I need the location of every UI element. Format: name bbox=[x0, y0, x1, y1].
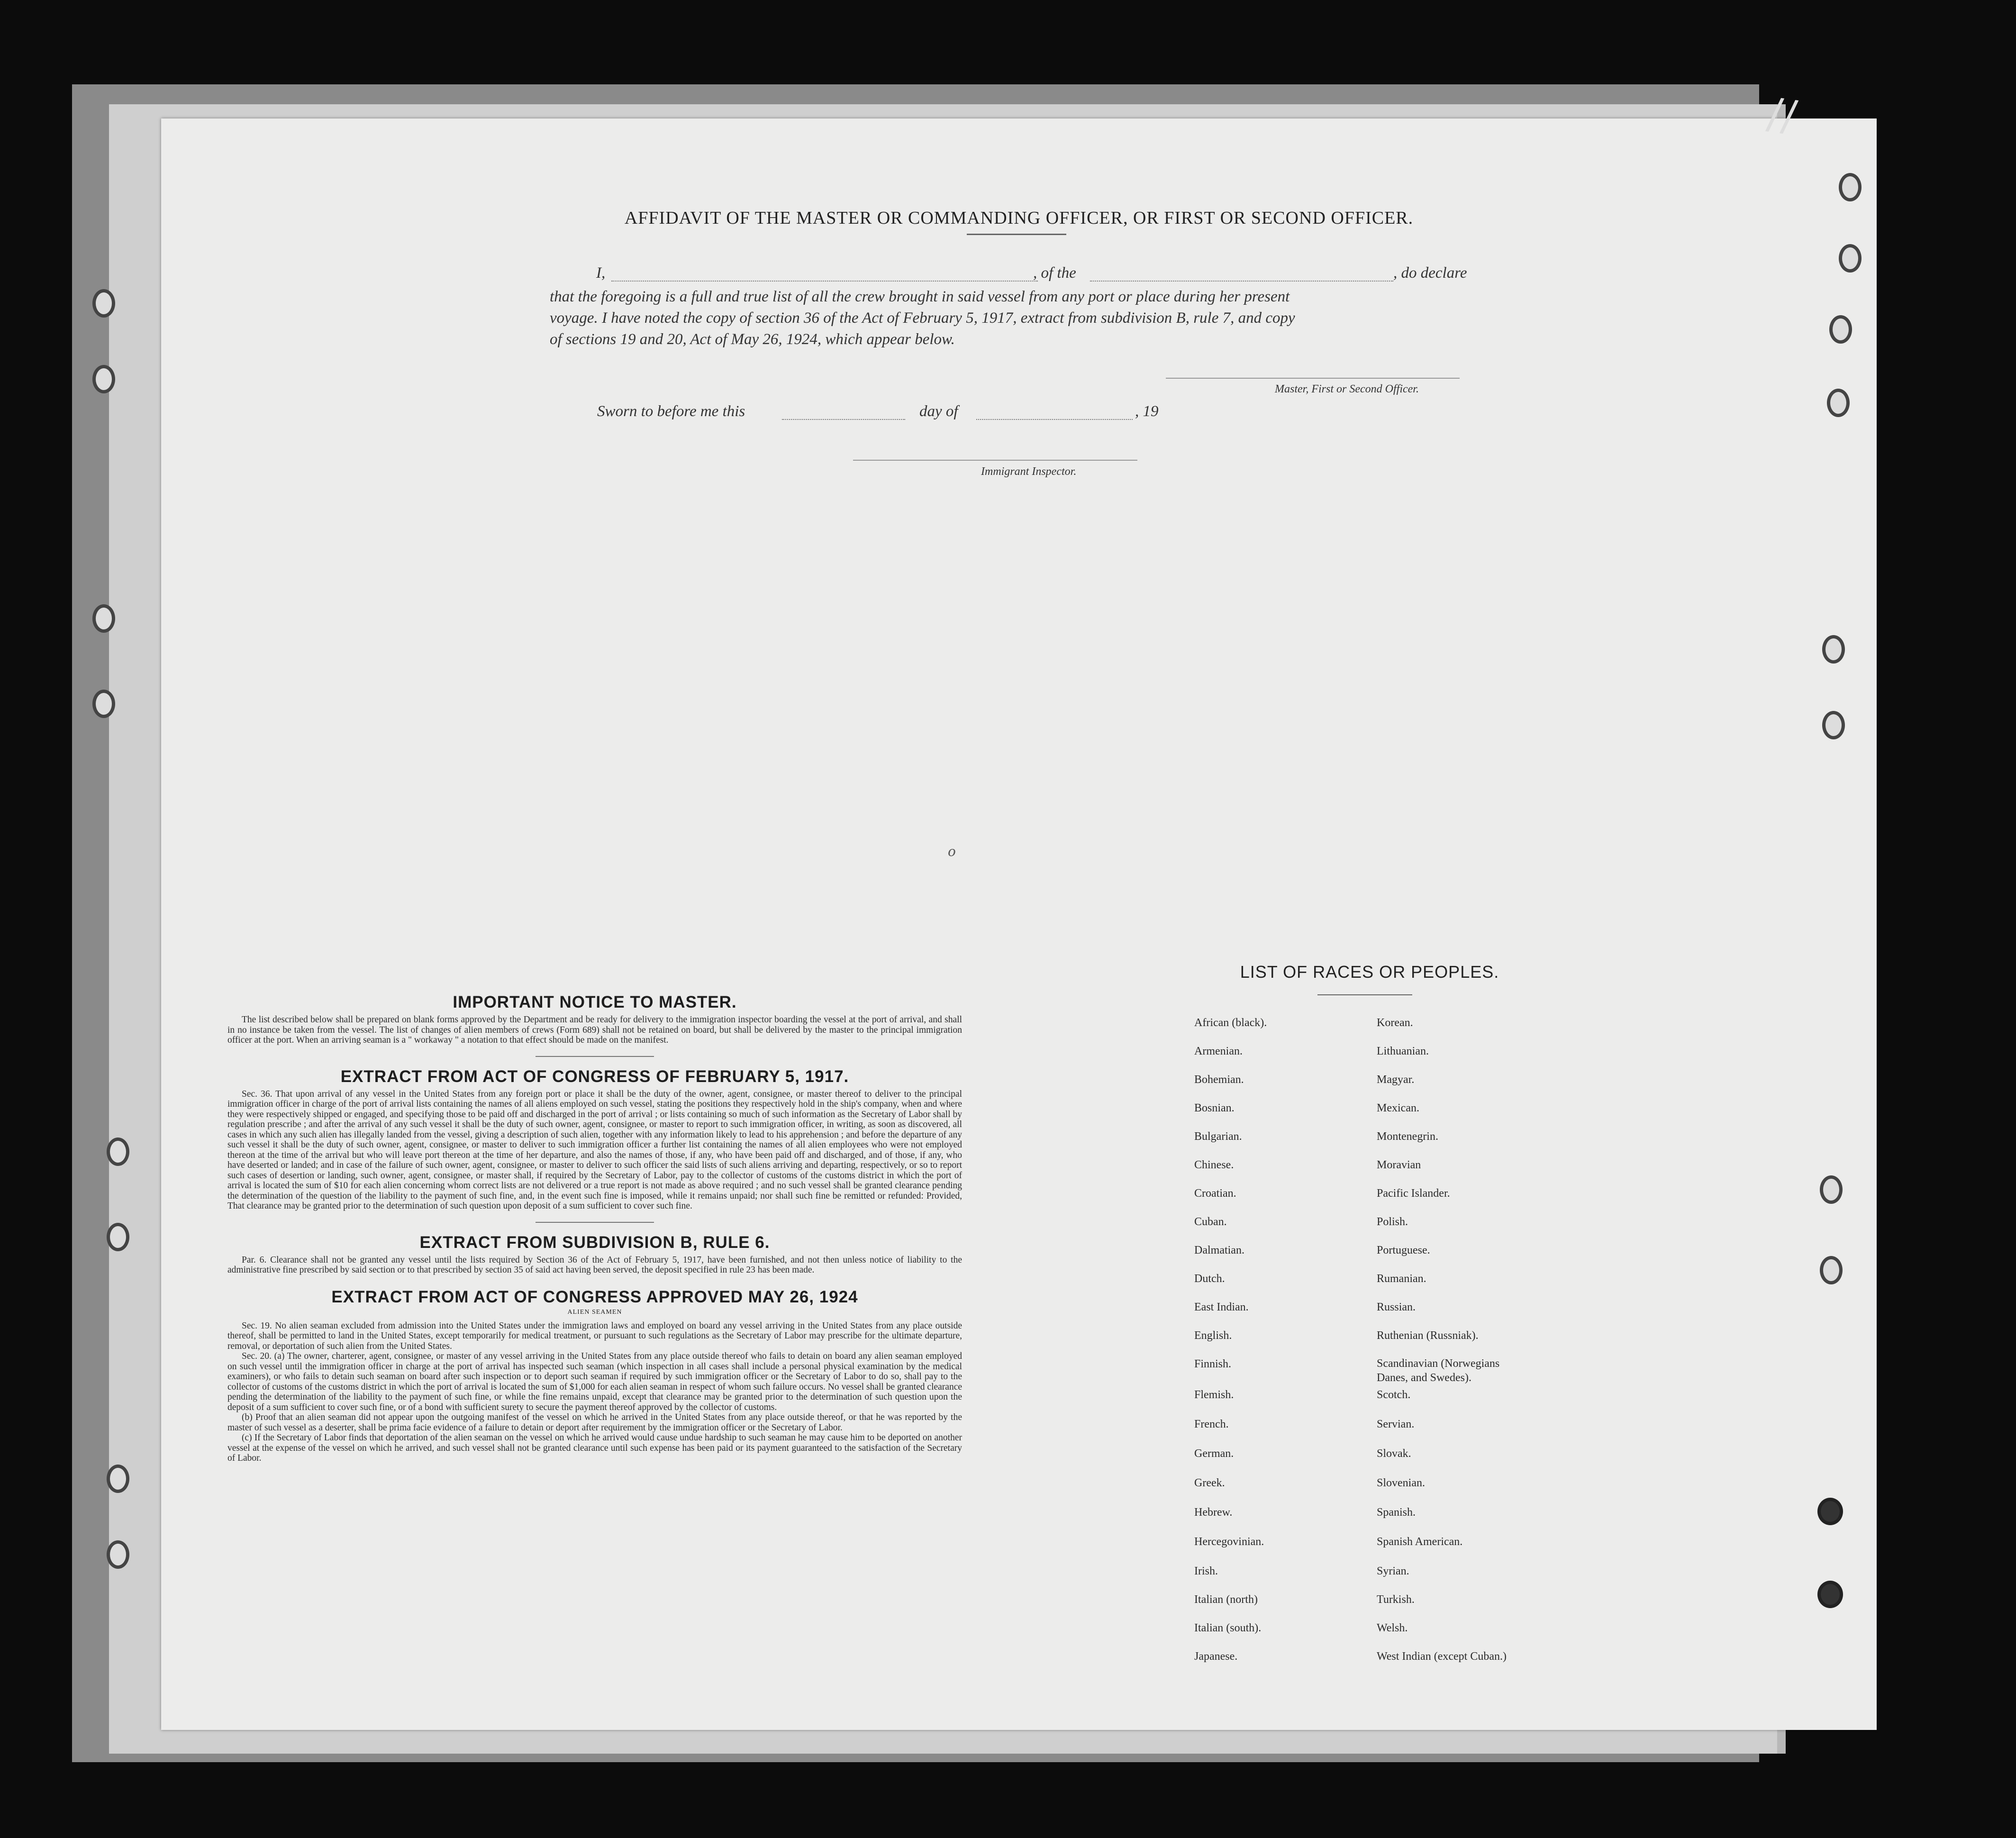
race-item: Cuban. bbox=[1194, 1216, 1227, 1228]
race-item: Slovak. bbox=[1377, 1447, 1411, 1460]
race-item: African (black). bbox=[1194, 1017, 1267, 1029]
race-item: Turkish. bbox=[1377, 1593, 1415, 1606]
race-item: Greek. bbox=[1194, 1477, 1225, 1489]
extract-rule6-title: EXTRACT FROM SUBDIVISION B, RULE 6. bbox=[419, 1233, 770, 1252]
races-title-rule bbox=[1317, 994, 1412, 995]
binder-hole bbox=[1820, 1256, 1843, 1284]
races-title: LIST OF RACES OR PEOPLES. bbox=[1240, 962, 1499, 982]
sec19-text: Sec. 19. No alien seaman excluded from admission into the United States under the immigration laws and employed on board any vessel arriving in the United States from any place outside thereof, shall be permitted to land in the United States, except temporarily for medical treatment, or pursuant to such regulations as the Secretary of Labor may prescribe for the ultimate departure, removal, or deportation of such alien from the United States. bbox=[227, 1320, 962, 1351]
sec20a-text: Sec. 20. (a) The owner, charterer, agent, consignee, or master of any vessel arriving in the United States from any place outside thereof who fails to detain on board any alien seaman employed on such vessel until the immigration officer in charge at the port of arrival has inspected such seaman (which inspection in all cases shall include a personal physical examination by the medical examiners), or who fails to detain such seaman on board after such inspection or to deport such seaman if required by such immigration officer or the Secretary of Labor to do so, shall pay to the collector of customs of the customs district in which the port of arrival is located the sum of $1,000 for each alien seaman in respect of whom such failure occurs. No vessel shall be granted clearance pending the determination of the liability to the payment of such fine, or while the fine remains unpaid, except that clearance may be granted prior to the determination of such question upon the deposit of a sum sufficient to cover such fine, or of a bond with sufficient surety to secure the payment thereof approved by the collector of customs. bbox=[227, 1351, 962, 1412]
stray-mark: o bbox=[948, 844, 956, 859]
binder-hole bbox=[107, 1540, 129, 1569]
race-item: Dutch. bbox=[1194, 1273, 1225, 1285]
sworn-text: Sworn to before me this bbox=[597, 403, 745, 420]
binder-hole bbox=[1839, 173, 1862, 201]
extract-1917-body: Sec. 36. That upon arrival of any vessel in the United States from any foreign port or place it shall be the duty of the owner, agent, consignee, or master thereof to deliver to the principal immigration officer in charge of the port of arrival lists containing the names of all aliens employed on such vessel, stating the positions they respectively hold in the ship's company, when and where they were respectively shipped or engaged, and specifying those to be paid off and discharged in the port of arrival ; or lists containing so much of such information as the Secretary of Labor shall by regulation prescribe ; and after the arrival of any such vessel it shall be the duty of such owner, agent, consignee, or master to report to such immigration officer, in writing, as soon as discovered, all cases in which any such alien has illegally landed from the vessel, giving a description of such alien, together with any information likely to lead to his apprehension ; and before the departure of any such vessel it shall be the duty of such owner, agent, consignee, or master to deliver to such immigration officer a further list containing the names of all alien employees who were not employed thereon at the time of the arrival but who will leave port thereon at the time of her departure, and also the names of those, if any, who have been paid off and discharged, and of those, if any, who have deserted or landed; and in case of the failure of such owner, agent, consignee, or master to deliver to such officer the said lists of such aliens arriving and departing, respectively, or so to report such cases of desertion or landing, such owner, agent, consignee, or master shall, if required by the Secretary of Labor, pay to the collector of customs of the customs district in which the port of arrival is located the sum of $10 for each alien concerning whom correct lists are not delivered or a true report is not made as above required ; and no such vessel shall be granted clearance pending the determination of the question of the liability to the payment of such fine, and, in the event such fine is imposed, while it remains unpaid; nor shall such fine be remitted or refunded: Provided, That clearance may be granted prior to the determination of such question upon deposit of a sum sufficient to cover such fine. bbox=[227, 1089, 962, 1211]
binder-hole bbox=[1829, 315, 1852, 344]
day-of-text: day of bbox=[919, 403, 958, 420]
race-item: Servian. bbox=[1377, 1418, 1415, 1430]
divider bbox=[536, 1222, 654, 1223]
inspector-label: Immigrant Inspector. bbox=[981, 465, 1077, 478]
affidavit-i: I, bbox=[596, 264, 606, 282]
extract-1924-title: EXTRACT FROM ACT OF CONGRESS APPROVED MAY 26, 1924 bbox=[331, 1287, 858, 1306]
binder-hole bbox=[1820, 1175, 1843, 1204]
extract-1924-subtitle: ALIEN SEAMEN bbox=[567, 1308, 622, 1316]
binder-hole bbox=[1817, 1498, 1843, 1525]
binder-hole bbox=[107, 1223, 129, 1251]
notice-title: IMPORTANT NOTICE TO MASTER. bbox=[453, 993, 737, 1011]
document-page bbox=[161, 118, 1877, 1730]
extract-rule6-body: Par. 6. Clearance shall not be granted any vessel until the lists required by Section 36 of the Act of February 5, 1917, have been furnished, and not then unless notice of liability to the administrative fine prescribed by said section or to that prescribed by section 35 of said act having been served, the deposit specified in rule 23 has been made. bbox=[227, 1255, 962, 1275]
race-item: Pacific Islander. bbox=[1377, 1187, 1450, 1200]
affidavit-line-2: that the foregoing is a full and true list of all the crew brought in said vessel from any port or place during her present bbox=[550, 288, 1290, 305]
binder-hole bbox=[92, 365, 115, 393]
binder-hole bbox=[92, 289, 115, 318]
sworn-month-blank bbox=[976, 418, 1133, 420]
binder-hole bbox=[1839, 244, 1862, 273]
race-item: Chinese. bbox=[1194, 1159, 1234, 1171]
race-item: Russian. bbox=[1377, 1301, 1416, 1313]
race-item: Bulgarian. bbox=[1194, 1130, 1242, 1143]
race-item: Croatian. bbox=[1194, 1187, 1236, 1200]
race-item: Portuguese. bbox=[1377, 1244, 1430, 1256]
sec20c-text: (c) If the Secretary of Labor finds that deportation of the alien seaman on the vessel on which he arrived would cause undue hardship to such seaman he may cause him to be deported on another vessel at the expense of the vessel on which he arrived, and such vessel shall not be granted clearance until such expense has been paid or its payment guaranteed to the satisfaction of the Secretary of Labor. bbox=[227, 1433, 962, 1463]
race-item: Montenegrin. bbox=[1377, 1130, 1438, 1143]
affidavit-line-4: of sections 19 and 20, Act of May 26, 1924, which appear below. bbox=[550, 331, 955, 348]
binder-hole bbox=[107, 1137, 129, 1166]
race-item: Hercegovinian. bbox=[1194, 1536, 1264, 1548]
race-item: German. bbox=[1194, 1447, 1234, 1460]
race-item: Flemish. bbox=[1194, 1389, 1234, 1401]
title-rule bbox=[967, 234, 1066, 235]
notice-column bbox=[227, 993, 962, 1464]
extract-1917-title: EXTRACT FROM ACT OF CONGRESS OF FEBRUARY 5, 1917. bbox=[340, 1067, 849, 1086]
race-item: Korean. bbox=[1377, 1017, 1413, 1029]
binder-hole bbox=[1817, 1581, 1843, 1608]
binder-hole bbox=[107, 1465, 129, 1493]
affidavit-line-3: voyage. I have noted the copy of section 36 of the Act of February 5, 1917, extract from subdivision B, rule 7, and copy bbox=[550, 309, 1295, 327]
binder-hole bbox=[1827, 389, 1850, 417]
race-item: Welsh. bbox=[1377, 1622, 1408, 1634]
race-item: Bohemian. bbox=[1194, 1074, 1244, 1086]
race-item: Syrian. bbox=[1377, 1565, 1409, 1577]
binder-hole bbox=[92, 690, 115, 718]
race-item: Rumanian. bbox=[1377, 1273, 1426, 1285]
name-blank bbox=[611, 280, 1038, 282]
race-item: Dalmatian. bbox=[1194, 1244, 1244, 1256]
divider bbox=[536, 1056, 654, 1057]
affidavit-of-the: , of the bbox=[1033, 264, 1076, 282]
race-item: English. bbox=[1194, 1329, 1232, 1342]
binder-hole bbox=[1822, 711, 1845, 739]
race-item: Magyar. bbox=[1377, 1074, 1415, 1086]
master-label: Master, First or Second Officer. bbox=[1275, 383, 1419, 395]
race-item: Polish. bbox=[1377, 1216, 1408, 1228]
race-item: Slovenian. bbox=[1377, 1477, 1425, 1489]
race-item: East Indian. bbox=[1194, 1301, 1249, 1313]
race-item: Japanese. bbox=[1194, 1650, 1238, 1663]
race-item: Finnish. bbox=[1194, 1358, 1232, 1370]
sec20b-text: (b) Proof that an alien seaman did not appear upon the outgoing manifest of the vessel on which he arrived in the United States from any place outside thereof, or that he was reported by the master of such vessel as a deserter, shall be prima facie evidence of a failure to detain or deport after requirement by the immigration officer or the Secretary of Labor. bbox=[227, 1412, 962, 1433]
race-item: Scandinavian (Norwegians Danes, and Swedes). bbox=[1377, 1357, 1500, 1384]
race-item: Mexican. bbox=[1377, 1102, 1419, 1114]
race-item: Scotch. bbox=[1377, 1389, 1411, 1401]
master-signature-line bbox=[1166, 377, 1460, 379]
race-item: Ruthenian (Russniak). bbox=[1377, 1329, 1479, 1342]
binder-hole bbox=[92, 604, 115, 633]
race-item: Italian (north) bbox=[1194, 1593, 1258, 1606]
race-item: Spanish. bbox=[1377, 1506, 1416, 1519]
race-item: Hebrew. bbox=[1194, 1506, 1233, 1519]
vessel-blank bbox=[1090, 280, 1393, 282]
sworn-day-blank bbox=[782, 418, 905, 420]
race-item: Lithuanian. bbox=[1377, 1045, 1429, 1057]
race-item: West Indian (except Cuban.) bbox=[1377, 1650, 1507, 1663]
affidavit-do-declare: , do declare bbox=[1393, 264, 1467, 282]
race-item: Bosnian. bbox=[1194, 1102, 1235, 1114]
race-item: French. bbox=[1194, 1418, 1229, 1430]
binder-hole bbox=[1822, 635, 1845, 664]
race-item: Spanish American. bbox=[1377, 1536, 1463, 1548]
race-item: Italian (south). bbox=[1194, 1622, 1262, 1634]
race-item: Irish. bbox=[1194, 1565, 1218, 1577]
inspector-signature-line bbox=[853, 459, 1137, 461]
affidavit-title: AFFIDAVIT OF THE MASTER OR COMMANDING OFFICER, OR FIRST OR SECOND OFFICER. bbox=[624, 208, 1414, 228]
race-item: Moravian bbox=[1377, 1159, 1421, 1171]
notice-body: The list described below shall be prepared on blank forms approved by the Department and be ready for delivery to the immigration inspector boarding the vessel at the port of arrival, and shall in no instance be taken from the vessel. The list of changes of alien members of crews (Form 689) shall not be retained on board, but shall be delivered by the master to the principal immigration officer at the port. When an arriving seaman is a " workaway " a notation to that effect should be made on the manifest. bbox=[227, 1015, 962, 1045]
year-text: , 19 bbox=[1135, 403, 1159, 420]
race-item: Armenian. bbox=[1194, 1045, 1243, 1057]
corner-pencil-mark: // bbox=[1764, 88, 1800, 142]
